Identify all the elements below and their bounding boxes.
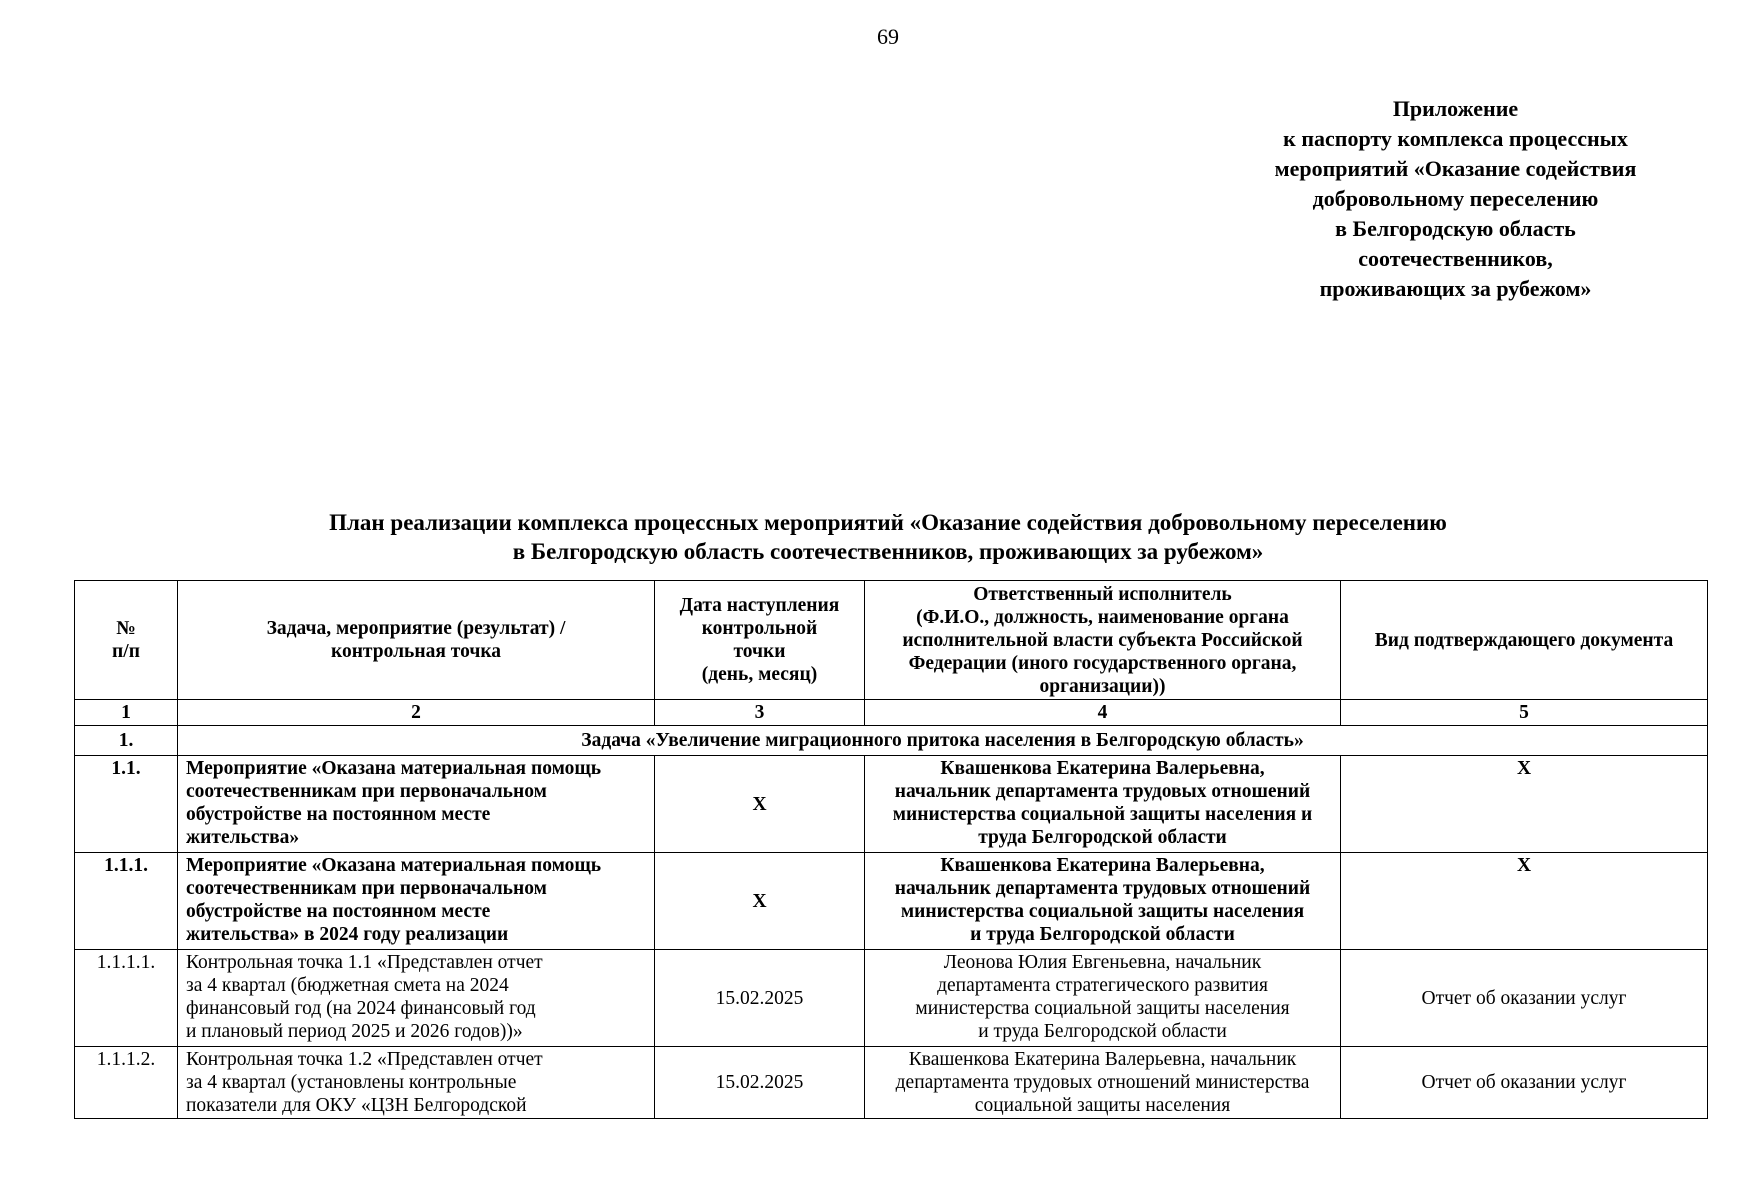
header-line: Ответственный исполнитель xyxy=(973,583,1232,605)
cell-line: Контрольная точка 1.2 «Представлен отчет xyxy=(186,1049,543,1070)
column-number: 5 xyxy=(1341,700,1708,726)
table-row xyxy=(75,853,1708,950)
header-line: п/п xyxy=(112,641,140,662)
column-number: 1 xyxy=(75,700,178,726)
cell-line: Квашенкова Екатерина Валерьевна, начальник xyxy=(908,1049,1297,1070)
plan-title-line: в Белгородскую область соотечественников, проживающих за рубежом» xyxy=(512,539,1264,564)
cell-line: Контрольная точка 1.1 «Представлен отчет xyxy=(186,952,543,973)
header-task xyxy=(178,581,655,700)
row-document: Отчет об оказании услуг xyxy=(1341,950,1708,1047)
header-line: организации)) xyxy=(1039,675,1166,697)
row-date: X xyxy=(655,756,865,853)
row-executor xyxy=(865,950,1341,1047)
cell-line: за 4 квартал (бюджетная смета на 2024 xyxy=(186,975,509,996)
cell-line: жительства» в 2024 году реализации xyxy=(186,924,509,945)
task-number: 1. xyxy=(75,726,178,756)
cell-line: Квашенкова Екатерина Валерьевна, xyxy=(940,758,1265,779)
table-row xyxy=(75,1047,1708,1119)
cell-line: начальник департамента трудовых отношений xyxy=(894,781,1311,802)
cell-line: показатели для ОКУ «ЦЗН Белгородской xyxy=(186,1095,527,1116)
header-executor xyxy=(865,581,1341,700)
table-row xyxy=(75,756,1708,853)
header-line: исполнительной власти субъекта Российской xyxy=(902,629,1303,651)
page-number: 69 xyxy=(877,24,899,49)
cell-line: социальной защиты населения xyxy=(974,1095,1231,1116)
header-line: (Ф.И.О., должность, наименование органа xyxy=(916,606,1289,628)
row-document: X xyxy=(1341,756,1708,853)
cell-line: Леонова Юлия Евгеньевна, начальник xyxy=(943,952,1262,973)
row-date: X xyxy=(655,853,865,950)
table-row xyxy=(75,950,1708,1047)
cell-line: и труда Белгородской области xyxy=(970,924,1235,945)
row-document: Отчет об оказании услуг xyxy=(1341,1047,1708,1119)
task-title: Задача «Увеличение миграционного притока населения в Белгородскую область» xyxy=(178,726,1708,756)
cell-line: и труда Белгородской области xyxy=(978,1021,1227,1042)
header-line: Дата наступления xyxy=(679,595,840,616)
cell-line: соотечественникам при первоначальном xyxy=(186,781,547,802)
cell-line: министерства социальной защиты населения и xyxy=(892,804,1313,825)
cell-line: за 4 квартал (установлены контрольные xyxy=(186,1072,517,1093)
row-number: 1.1.1.2. xyxy=(75,1047,178,1119)
cell-line: Мероприятие «Оказана материальная помощь xyxy=(186,855,602,876)
header-date xyxy=(655,581,865,700)
row-date: 15.02.2025 xyxy=(655,1047,865,1119)
plan-table xyxy=(74,580,1708,1119)
cell-line: Квашенкова Екатерина Валерьевна, xyxy=(940,855,1265,876)
cell-line: соотечественникам при первоначальном xyxy=(186,878,547,899)
cell-line: министерства социальной защиты населения xyxy=(915,998,1290,1019)
header-line: (день, месяц) xyxy=(701,664,818,685)
row-name xyxy=(178,950,655,1047)
column-number-row xyxy=(75,700,1708,726)
appendix-line: в Белгородскую область xyxy=(1335,216,1576,241)
cell-line: департамента стратегического развития xyxy=(937,975,1268,996)
row-date: 15.02.2025 xyxy=(655,950,865,1047)
cell-line: департамента трудовых отношений министерства xyxy=(895,1072,1310,1093)
header-line: Вид подтверждающего документа xyxy=(1374,629,1674,651)
row-number: 1.1. xyxy=(75,756,178,853)
cell-line: обустройстве на постоянном месте xyxy=(186,901,491,922)
row-name xyxy=(178,1047,655,1119)
row-document: X xyxy=(1341,853,1708,950)
cell-line: жительства» xyxy=(186,827,300,848)
appendix-line: мероприятий «Оказание содействия xyxy=(1274,156,1637,181)
header-number xyxy=(75,581,178,700)
header-line: Федерации (иного государственного органа, xyxy=(908,652,1297,674)
row-name xyxy=(178,853,655,950)
row-executor xyxy=(865,1047,1341,1119)
column-number: 2 xyxy=(178,700,655,726)
plan-title-line: План реализации комплекса процессных мероприятий «Оказание содействия добровольному переселению xyxy=(329,510,1447,535)
cell-line: министерства социальной защиты населения xyxy=(900,901,1305,922)
row-number: 1.1.1. xyxy=(75,853,178,950)
appendix-line: добровольному переселению xyxy=(1312,186,1599,211)
appendix-line: соотечественников, xyxy=(1358,246,1553,271)
appendix-line: к паспорту комплекса процессных xyxy=(1283,126,1628,151)
header-line: № xyxy=(116,618,136,639)
task-row xyxy=(75,726,1708,756)
cell-line: финансовый год (на 2024 финансовый год xyxy=(186,998,536,1019)
header-line: контрольной xyxy=(701,618,818,639)
header-line: контрольная точка xyxy=(330,641,502,662)
plan-title xyxy=(0,508,1760,566)
cell-line: начальник департамента трудовых отношений xyxy=(894,878,1311,899)
row-name xyxy=(178,756,655,853)
column-number: 4 xyxy=(865,700,1341,726)
cell-line: обустройстве на постоянном месте xyxy=(186,804,491,825)
row-executor xyxy=(865,853,1341,950)
row-executor xyxy=(865,756,1341,853)
cell-line: и плановый период 2025 и 2026 годов))» xyxy=(186,1021,523,1042)
column-number: 3 xyxy=(655,700,865,726)
cell-line: Мероприятие «Оказана материальная помощь xyxy=(186,758,602,779)
header-line: точки xyxy=(733,641,786,662)
appendix-line: проживающих за рубежом» xyxy=(1319,276,1592,301)
header-line: Задача, мероприятие (результат) / xyxy=(266,618,566,639)
row-number: 1.1.1.1. xyxy=(75,950,178,1047)
appendix-heading xyxy=(1213,94,1698,304)
cell-line: труда Белгородской области xyxy=(978,827,1227,848)
header-document xyxy=(1341,581,1708,700)
appendix-line: Приложение xyxy=(1392,96,1519,121)
table-header-row xyxy=(75,581,1708,700)
